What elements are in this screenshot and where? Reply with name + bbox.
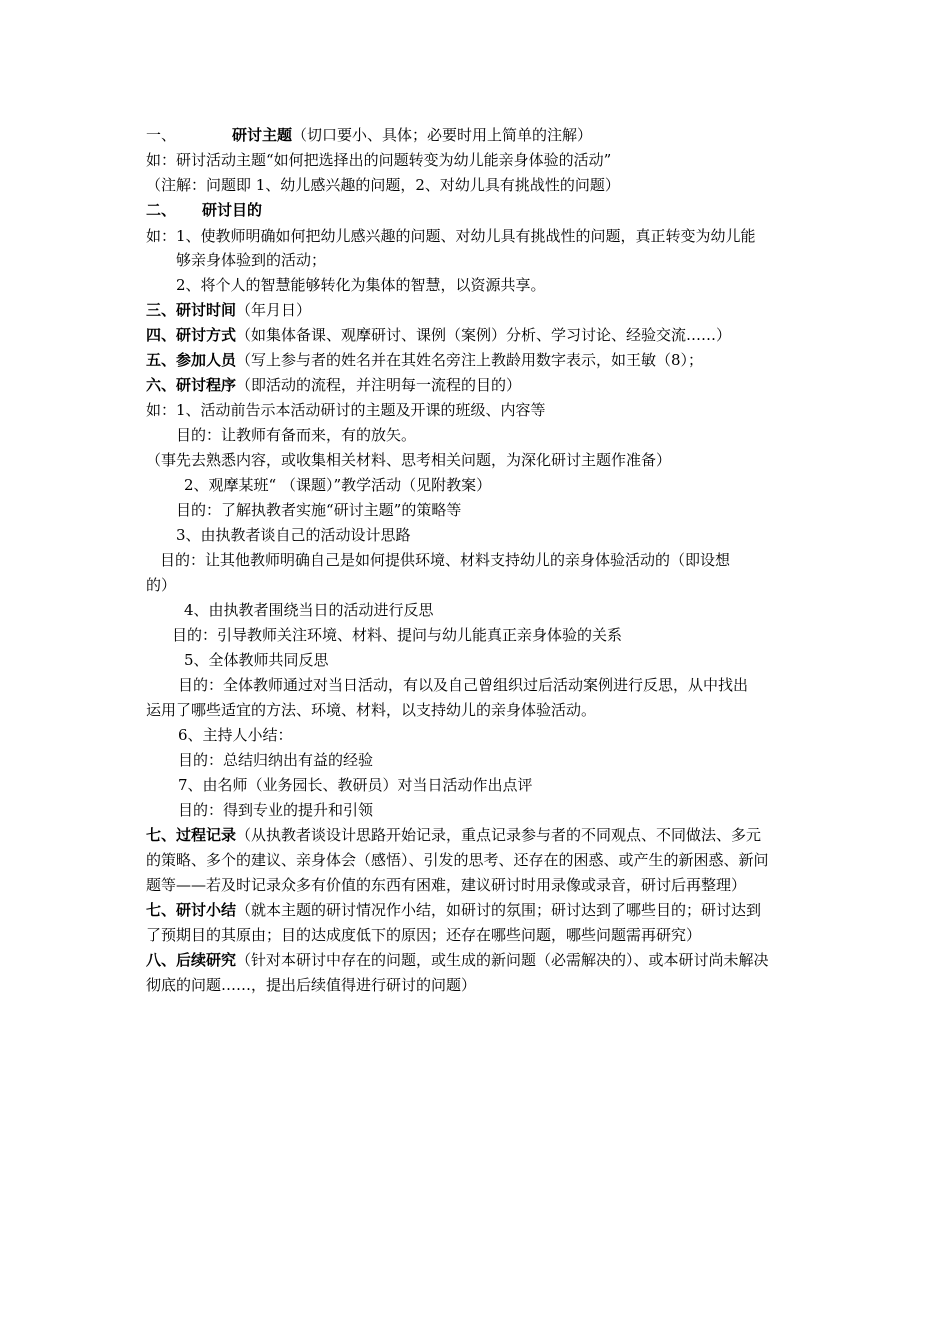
text-line: 如：1、使教师明确如何把幼儿感兴趣的问题、对幼儿具有挑战性的问题，真正转变为幼儿能: [146, 227, 756, 245]
text-line: 如：研讨活动主题“如何把选择出的问题转变为幼儿能亲身体验的活动”: [146, 151, 612, 169]
procedure-line: 6、主持人小结：: [178, 726, 293, 744]
section-5-title: [146, 348, 814, 373]
section-8-title: [146, 948, 814, 973]
procedure-line: 3、由执教者谈自己的活动设计思路: [176, 526, 411, 544]
text-line: 彻底的问题……，提出后续值得进行研讨的问题）: [146, 976, 477, 994]
section-heading: 八、后续研究: [146, 951, 237, 969]
procedure-line: 7、由名师（业务园长、教研员）对当日活动作出点评: [178, 776, 533, 794]
procedure-line: 目的：总结归纳出有益的经验: [178, 751, 374, 769]
text-line: 了预期目的其原由；目的达成度低下的原因；还存在哪些问题，哪些问题需再研究）: [146, 926, 702, 944]
section-note: （从执教者谈设计思路开始记录，重点记录参与者的不同观点、不同做法、多元: [236, 826, 762, 844]
section-number: 二、: [146, 201, 177, 219]
text-line: （注解：问题即 1、幼儿感兴趣的问题，2、对幼儿具有挑战性的问题）: [146, 176, 620, 194]
procedure-line: 目的：让教师有备而来，有的放矢。: [176, 426, 417, 444]
text-line: 够亲身体验到的活动；: [176, 251, 327, 269]
section-heading: 六、研讨程序: [146, 376, 237, 394]
section-note: （如集体备课、观摩研讨、课例（案例）分析、学习讨论、经验交流……）: [236, 326, 732, 344]
procedure-line: 目的：引导教师关注环境、材料、提问与幼儿能真正亲身体验的关系: [172, 626, 623, 644]
section-note: （就本主题的研讨情况作小结，如研讨的氛围；研讨达到了哪些目的；研讨达到: [236, 901, 762, 919]
procedure-line: 目的：让其他教师明确自己是如何提供环境、材料支持幼儿的亲身体验活动的（即设想: [160, 551, 731, 569]
section-7-title: [146, 823, 814, 848]
procedure-line: 的）: [146, 576, 177, 594]
section-heading: 三、研讨时间: [146, 301, 237, 319]
section-heading: 研讨目的: [202, 201, 263, 219]
section-note: （年月日）: [236, 301, 312, 319]
procedure-line: 5、全体教师共同反思: [184, 651, 329, 669]
section-7b-title: [146, 898, 814, 923]
section-2-title: [146, 198, 814, 223]
procedure-line: （事先去熟悉内容，或收集相关材料、思考相关问题，为深化研讨主题作准备）: [146, 451, 672, 469]
section-heading: 七、过程记录: [146, 826, 237, 844]
section-note: （切口要小、具体；必要时用上简单的注解）: [292, 126, 593, 144]
procedure-line: 目的：全体教师通过对当日活动，有以及自己曾组织过后活动案例进行反思，从中找出: [178, 676, 749, 694]
text-line: 2、将个人的智慧能够转化为集体的智慧，以资源共享。: [176, 276, 546, 294]
procedure-line: 如：1、活动前告示本活动研讨的主题及开课的班级、内容等: [146, 401, 546, 419]
section-note: （写上参与者的姓名并在其姓名旁注上教龄用数字表示，如王敏（8）；: [236, 351, 704, 369]
section-heading: 七、研讨小结: [146, 901, 237, 919]
text-line: 的策略、多个的建议、亲身体会（感悟）、引发的思考、还存在的困惑、或产生的新困惑、新问: [146, 851, 769, 869]
section-heading: 四、研讨方式: [146, 326, 237, 344]
text-line: 题等——若及时记录众多有价值的东西有困难，建议研讨时用录像或录音，研讨后再整理）: [146, 876, 747, 894]
procedure-line: 目的：了解执教者实施“研讨主题”的策略等: [176, 501, 462, 519]
section-1-title: [146, 123, 814, 148]
section-4-title: [146, 323, 814, 348]
procedure-line: 4、由执教者围绕当日的活动进行反思: [184, 601, 434, 619]
procedure-line: 运用了哪些适宜的方法、环境、材料，以支持幼儿的亲身体验活动。: [146, 701, 597, 719]
section-3-title: [146, 298, 814, 323]
section-heading: 五、参加人员: [146, 351, 237, 369]
section-note: （针对本研讨中存在的问题，或生成的新问题（必需解决的）、或本研讨尚未解决: [236, 951, 769, 969]
section-6-title: [146, 373, 814, 398]
section-heading: 研讨主题: [232, 126, 293, 144]
procedure-line: 目的：得到专业的提升和引领: [178, 801, 374, 819]
section-number: 一、: [146, 126, 177, 144]
procedure-line: 2、观摩某班“ （课题）”教学活动（见附教案）: [184, 476, 492, 494]
section-note: （即活动的流程，并注明每一流程的目的）: [236, 376, 522, 394]
